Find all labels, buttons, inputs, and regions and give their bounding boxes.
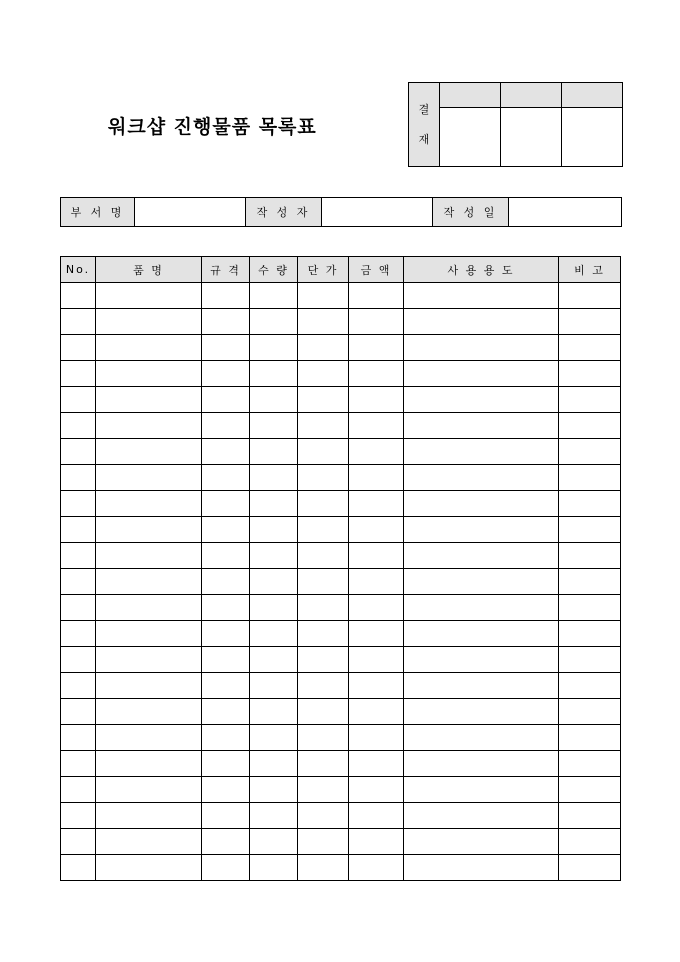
table-cell[interactable]	[202, 803, 250, 829]
table-row	[61, 803, 621, 829]
table-cell[interactable]	[96, 699, 202, 725]
table-cell[interactable]	[250, 595, 298, 621]
table-cell[interactable]	[298, 751, 349, 777]
col-header-spec: 규 격	[202, 257, 250, 283]
table-cell[interactable]	[298, 439, 349, 465]
table-cell[interactable]	[250, 569, 298, 595]
table-cell[interactable]	[349, 699, 404, 725]
table-cell[interactable]	[202, 283, 250, 309]
table-cell[interactable]	[349, 751, 404, 777]
table-cell[interactable]	[250, 777, 298, 803]
table-row	[61, 543, 621, 569]
table-cell[interactable]	[202, 725, 250, 751]
table-cell[interactable]	[404, 413, 559, 439]
approval-sign-cell[interactable]	[562, 108, 623, 167]
table-cell[interactable]	[298, 725, 349, 751]
table-row	[61, 335, 621, 361]
table-cell[interactable]	[202, 387, 250, 413]
table-cell[interactable]	[404, 829, 559, 855]
table-cell[interactable]	[202, 335, 250, 361]
table-cell[interactable]	[559, 569, 621, 595]
table-cell[interactable]	[349, 725, 404, 751]
table-cell[interactable]	[298, 803, 349, 829]
table-cell[interactable]	[559, 673, 621, 699]
approval-sign-cell[interactable]	[440, 108, 501, 167]
table-cell[interactable]	[202, 491, 250, 517]
table-row	[61, 569, 621, 595]
table-cell[interactable]	[61, 335, 96, 361]
table-cell[interactable]	[298, 491, 349, 517]
table-cell[interactable]	[96, 309, 202, 335]
table-cell[interactable]	[250, 439, 298, 465]
table-cell[interactable]	[559, 725, 621, 751]
col-header-usage: 사 용 용 도	[404, 257, 559, 283]
table-cell[interactable]	[404, 335, 559, 361]
table-row	[61, 751, 621, 777]
col-header-qty: 수 량	[250, 257, 298, 283]
table-cell[interactable]	[404, 283, 559, 309]
table-cell[interactable]	[298, 543, 349, 569]
date-field[interactable]	[509, 198, 622, 227]
table-cell[interactable]	[298, 621, 349, 647]
table-cell[interactable]	[349, 777, 404, 803]
writer-field[interactable]	[322, 198, 433, 227]
approval-box	[408, 82, 623, 167]
table-cell[interactable]	[202, 439, 250, 465]
table-row	[61, 439, 621, 465]
table-cell[interactable]	[96, 283, 202, 309]
table-cell[interactable]	[202, 855, 250, 881]
table-cell[interactable]	[298, 283, 349, 309]
table-row	[61, 725, 621, 751]
table-cell[interactable]	[298, 829, 349, 855]
table-cell[interactable]	[250, 803, 298, 829]
table-cell[interactable]	[96, 361, 202, 387]
table-cell[interactable]	[96, 725, 202, 751]
items-table	[60, 256, 621, 881]
table-cell[interactable]	[298, 647, 349, 673]
table-cell[interactable]	[96, 777, 202, 803]
table-cell[interactable]	[61, 413, 96, 439]
table-cell[interactable]	[250, 543, 298, 569]
table-row	[61, 621, 621, 647]
col-header-item: 품 명	[96, 257, 202, 283]
table-cell[interactable]	[349, 621, 404, 647]
table-cell[interactable]	[404, 569, 559, 595]
table-cell[interactable]	[61, 647, 96, 673]
table-cell[interactable]	[202, 309, 250, 335]
table-cell[interactable]	[349, 543, 404, 569]
table-cell[interactable]	[559, 595, 621, 621]
table-cell[interactable]	[404, 751, 559, 777]
table-cell[interactable]	[96, 855, 202, 881]
table-cell[interactable]	[250, 751, 298, 777]
table-cell[interactable]	[404, 309, 559, 335]
table-cell[interactable]	[298, 387, 349, 413]
table-cell[interactable]	[61, 387, 96, 413]
table-cell[interactable]	[559, 309, 621, 335]
table-cell[interactable]	[559, 621, 621, 647]
table-cell[interactable]	[61, 855, 96, 881]
table-cell[interactable]	[61, 543, 96, 569]
table-cell[interactable]	[202, 829, 250, 855]
table-cell[interactable]	[404, 803, 559, 829]
table-cell[interactable]	[298, 335, 349, 361]
table-cell[interactable]	[559, 335, 621, 361]
table-cell[interactable]	[404, 361, 559, 387]
table-cell[interactable]	[349, 335, 404, 361]
table-cell[interactable]	[61, 803, 96, 829]
approval-sign-cell[interactable]	[501, 108, 562, 167]
table-cell[interactable]	[96, 491, 202, 517]
table-cell[interactable]	[349, 829, 404, 855]
table-cell[interactable]	[96, 517, 202, 543]
table-cell[interactable]	[559, 491, 621, 517]
table-cell[interactable]	[96, 829, 202, 855]
approval-label-bottom: 재	[418, 132, 430, 146]
table-row	[61, 777, 621, 803]
table-row	[61, 309, 621, 335]
table-cell[interactable]	[96, 439, 202, 465]
table-cell[interactable]	[61, 699, 96, 725]
col-header-unit-price: 단 가	[298, 257, 349, 283]
table-cell[interactable]	[202, 647, 250, 673]
table-row	[61, 387, 621, 413]
table-row	[61, 673, 621, 699]
table-row	[61, 413, 621, 439]
table-cell[interactable]	[349, 673, 404, 699]
table-cell[interactable]	[349, 413, 404, 439]
table-cell[interactable]	[202, 621, 250, 647]
table-cell[interactable]	[250, 387, 298, 413]
table-cell[interactable]	[61, 595, 96, 621]
table-row	[61, 283, 621, 309]
table-cell[interactable]	[96, 751, 202, 777]
table-cell[interactable]	[202, 465, 250, 491]
table-cell[interactable]	[404, 387, 559, 413]
table-cell[interactable]	[61, 283, 96, 309]
table-cell[interactable]	[349, 855, 404, 881]
info-bar	[60, 197, 622, 227]
table-cell[interactable]	[349, 803, 404, 829]
table-cell[interactable]	[61, 621, 96, 647]
table-cell[interactable]	[202, 673, 250, 699]
table-row	[61, 517, 621, 543]
table-cell[interactable]	[250, 829, 298, 855]
table-cell[interactable]	[250, 673, 298, 699]
table-cell[interactable]	[559, 413, 621, 439]
table-cell[interactable]	[349, 595, 404, 621]
table-cell[interactable]	[298, 569, 349, 595]
table-cell[interactable]	[349, 517, 404, 543]
table-cell[interactable]	[404, 491, 559, 517]
table-cell[interactable]	[404, 543, 559, 569]
table-cell[interactable]	[96, 543, 202, 569]
table-cell[interactable]	[559, 387, 621, 413]
table-cell[interactable]	[559, 283, 621, 309]
table-cell[interactable]	[349, 465, 404, 491]
table-cell[interactable]	[559, 777, 621, 803]
table-cell[interactable]	[559, 439, 621, 465]
table-cell[interactable]	[96, 647, 202, 673]
table-cell[interactable]	[559, 829, 621, 855]
date-label: 작 성 일	[433, 198, 509, 227]
table-cell[interactable]	[61, 361, 96, 387]
table-cell[interactable]	[559, 517, 621, 543]
table-cell[interactable]	[298, 309, 349, 335]
table-cell[interactable]	[250, 855, 298, 881]
table-row	[61, 361, 621, 387]
approval-head-cell	[440, 83, 501, 108]
table-cell[interactable]	[202, 361, 250, 387]
table-cell[interactable]	[404, 855, 559, 881]
table-cell[interactable]	[404, 517, 559, 543]
table-cell[interactable]	[96, 621, 202, 647]
table-cell[interactable]	[559, 803, 621, 829]
table-cell[interactable]	[202, 751, 250, 777]
table-cell[interactable]	[202, 517, 250, 543]
table-cell[interactable]	[250, 335, 298, 361]
table-cell[interactable]	[559, 647, 621, 673]
table-cell[interactable]	[404, 595, 559, 621]
table-cell[interactable]	[61, 829, 96, 855]
table-cell[interactable]	[298, 699, 349, 725]
table-cell[interactable]	[298, 595, 349, 621]
table-cell[interactable]	[298, 517, 349, 543]
table-cell[interactable]	[559, 361, 621, 387]
table-row	[61, 491, 621, 517]
table-cell[interactable]	[61, 309, 96, 335]
table-cell[interactable]	[61, 491, 96, 517]
table-cell[interactable]	[559, 855, 621, 881]
table-cell[interactable]	[61, 517, 96, 543]
table-header-row	[61, 257, 621, 283]
table-cell[interactable]	[61, 465, 96, 491]
document-title: 워크샵 진행물품 목록표	[108, 116, 317, 138]
table-cell[interactable]	[404, 673, 559, 699]
table-cell[interactable]	[404, 725, 559, 751]
table-cell[interactable]	[404, 777, 559, 803]
table-cell[interactable]	[250, 517, 298, 543]
approval-head-cell	[501, 83, 562, 108]
table-cell[interactable]	[250, 725, 298, 751]
table-cell[interactable]	[96, 335, 202, 361]
table-cell[interactable]	[349, 491, 404, 517]
table-cell[interactable]	[250, 621, 298, 647]
table-cell[interactable]	[61, 439, 96, 465]
dept-label: 부 서 명	[61, 198, 135, 227]
approval-head-cell	[562, 83, 623, 108]
table-cell[interactable]	[202, 699, 250, 725]
table-row	[61, 699, 621, 725]
table-row	[61, 829, 621, 855]
table-cell[interactable]	[96, 413, 202, 439]
table-cell[interactable]	[250, 465, 298, 491]
table-row	[61, 465, 621, 491]
table-cell[interactable]	[559, 699, 621, 725]
table-cell[interactable]	[202, 569, 250, 595]
table-cell[interactable]	[298, 673, 349, 699]
approval-label	[409, 83, 440, 167]
table-cell[interactable]	[202, 413, 250, 439]
table-cell[interactable]	[96, 673, 202, 699]
col-header-remarks: 비 고	[559, 257, 621, 283]
table-cell[interactable]	[404, 621, 559, 647]
table-body	[61, 283, 621, 881]
table-cell[interactable]	[559, 465, 621, 491]
table-cell[interactable]	[61, 725, 96, 751]
table-cell[interactable]	[349, 569, 404, 595]
table-cell[interactable]	[250, 647, 298, 673]
table-row	[61, 595, 621, 621]
table-cell[interactable]	[349, 647, 404, 673]
table-cell[interactable]	[298, 855, 349, 881]
col-header-amount: 금 액	[349, 257, 404, 283]
table-cell[interactable]	[61, 569, 96, 595]
table-cell[interactable]	[404, 647, 559, 673]
table-cell[interactable]	[250, 699, 298, 725]
table-cell[interactable]	[349, 387, 404, 413]
table-cell[interactable]	[96, 803, 202, 829]
table-cell[interactable]	[404, 699, 559, 725]
table-cell[interactable]	[298, 361, 349, 387]
table-cell[interactable]	[250, 361, 298, 387]
table-cell[interactable]	[202, 595, 250, 621]
table-cell[interactable]	[404, 439, 559, 465]
table-cell[interactable]	[349, 309, 404, 335]
table-cell[interactable]	[404, 465, 559, 491]
table-cell[interactable]	[96, 595, 202, 621]
table-row	[61, 855, 621, 881]
table-cell[interactable]	[349, 283, 404, 309]
table-cell[interactable]	[559, 751, 621, 777]
table-row	[61, 647, 621, 673]
table-cell[interactable]	[96, 387, 202, 413]
table-cell[interactable]	[298, 465, 349, 491]
table-cell[interactable]	[298, 413, 349, 439]
table-cell[interactable]	[250, 491, 298, 517]
table-cell[interactable]	[250, 309, 298, 335]
table-cell[interactable]	[250, 283, 298, 309]
table-cell[interactable]	[349, 361, 404, 387]
writer-label: 작 성 자	[246, 198, 322, 227]
table-cell[interactable]	[559, 543, 621, 569]
col-header-no: No.	[61, 257, 96, 283]
table-cell[interactable]	[96, 569, 202, 595]
table-cell[interactable]	[250, 413, 298, 439]
table-cell[interactable]	[202, 777, 250, 803]
dept-field[interactable]	[135, 198, 246, 227]
approval-label-top: 결	[418, 102, 430, 116]
table-cell[interactable]	[349, 439, 404, 465]
table-cell[interactable]	[61, 673, 96, 699]
table-cell[interactable]	[61, 751, 96, 777]
table-cell[interactable]	[96, 465, 202, 491]
table-cell[interactable]	[298, 777, 349, 803]
table-cell[interactable]	[61, 777, 96, 803]
table-cell[interactable]	[202, 543, 250, 569]
